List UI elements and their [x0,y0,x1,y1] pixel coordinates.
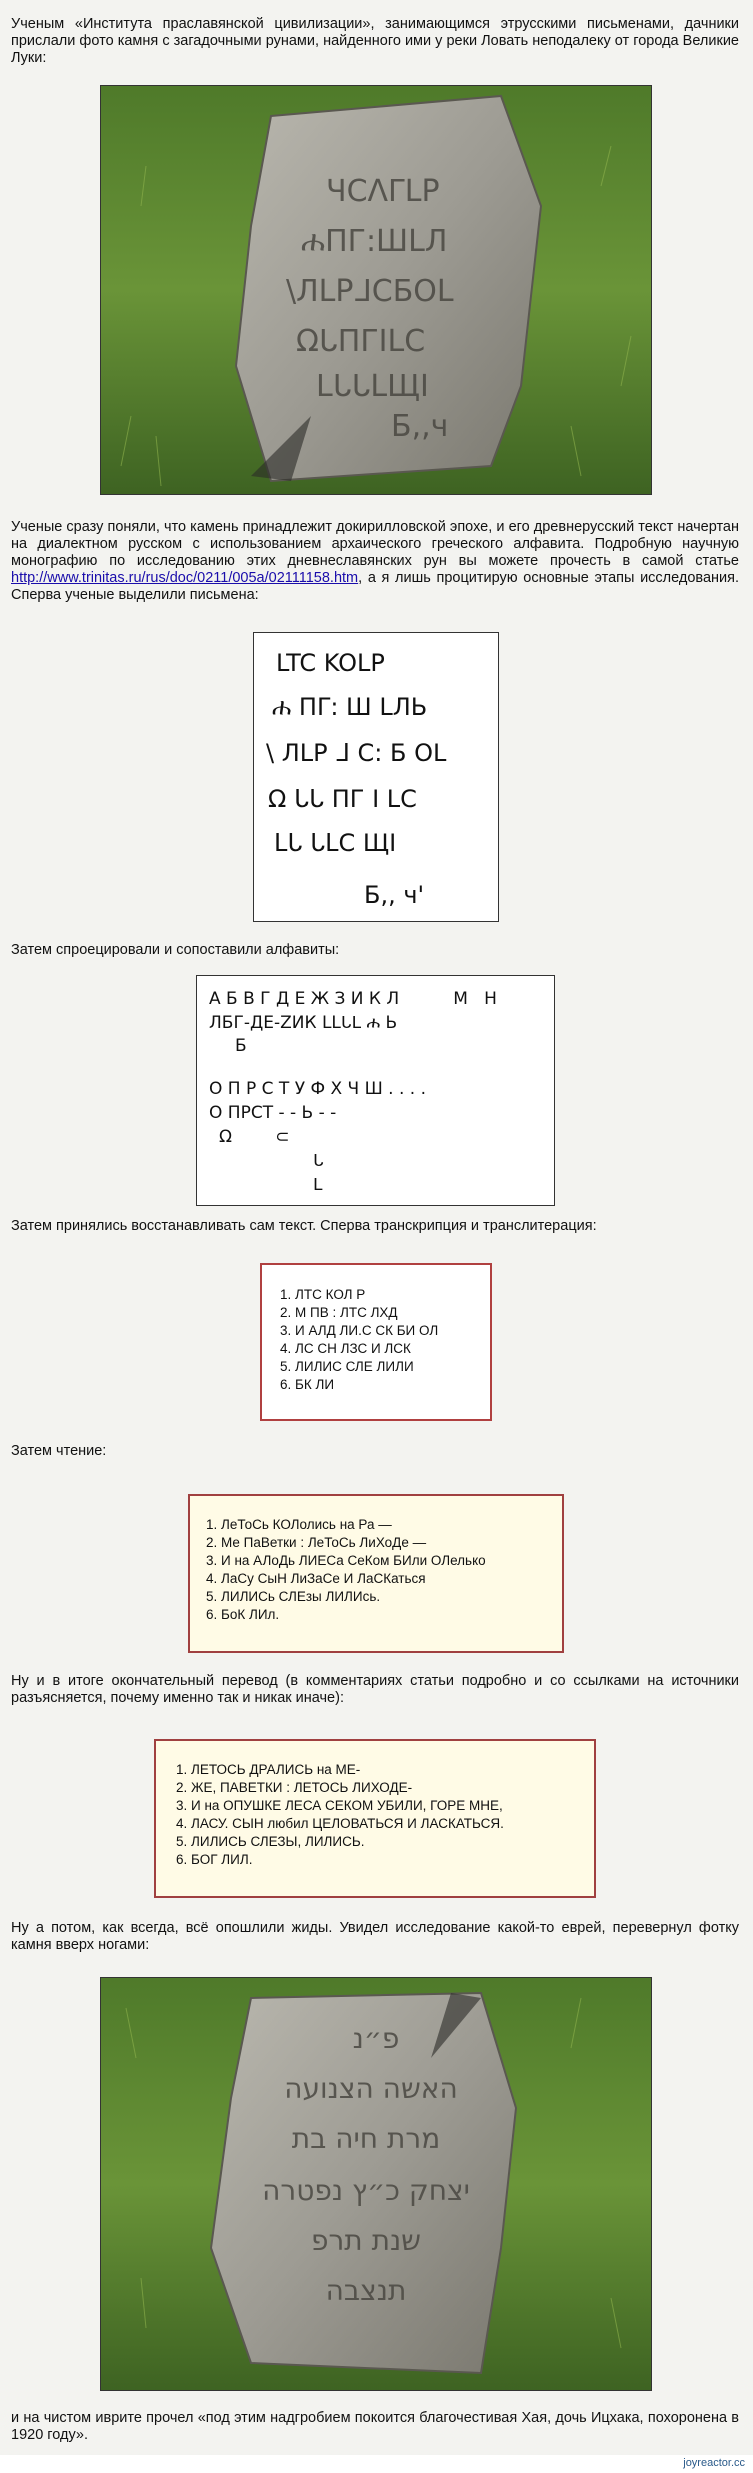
reading-list [206,1516,562,1624]
transcription-line: 3. И АЛД ЛИ.С СК БИ ОЛ [280,1323,439,1338]
site-watermark[interactable]: joyreactor.cc [683,2457,745,2469]
reading-line: 4. ЛаСу СыН ЛиЗаСе И ЛаСКаться [206,1571,426,1586]
hebrew-line: שנת תרפ [310,2224,422,2257]
translation-line: 1. ЛЕТОСЬ ДРАЛИСЬ на МЕ- [176,1762,361,1777]
hebrew-line: פ״נ [352,2022,400,2055]
sketch-row: ሐ ΠΓ: Ш LЛЬ [272,693,428,721]
stone-photo [100,85,652,495]
inscription-sketch [253,632,499,922]
translation-line: 4. ЛАСУ. СЫН любил ЦЕЛОВАТЬСЯ И ЛАСКАТЬСЯ. [176,1816,504,1831]
alphabet-row: О ПРСТ - - Ь - - [209,1103,337,1123]
translation-line: 5. ЛИЛИСЬ СЛЕЗЫ, ЛИЛИСЬ. [176,1834,365,1849]
alphabet-row: ЛБГ-ДЕ-ZИК LLᒐᒪ ሐ Ь [209,1013,398,1033]
reading-line: 2. Ме ПаВетки : ЛеТоСь ЛиХоДе — [206,1535,427,1550]
alphabet-row: Ω ⊂ [219,1127,290,1147]
hebrew-line: תנצבה [325,2274,407,2307]
paragraph-6: Ну и в итоге окончательный перевод (в комментариях статьи подробно и со ссылками на источники разъясняется, почему именно так и никак иначе): [11,1673,739,1706]
translation-line: 6. БОГ ЛИЛ. [176,1852,253,1867]
paragraph-7: Ну а потом, как всегда, всё опошлили жиды. Увидел исследование какой-то еврей, перевернул фотку камня вверх ногами: [11,1920,739,1953]
reading-line: 1. ЛеТоСь КОЛолись на Ра — [206,1517,392,1532]
translation-line: 3. И на ОПУШКЕ ЛЕСА СЕКОМ УБИЛИ, ГОРЕ МНЕ, [176,1798,503,1813]
alphabet-row: А Б В Г Д Е Ж З И К Л М Н [209,989,497,1009]
translation-list [176,1761,594,1869]
paragraph-2 [11,519,739,604]
paragraph-8: и на чистом иврите прочел «под этим надгробием покоится благочестивая Хая, дочь Ицхака, похоронена в 1920 году». [11,2410,739,2443]
stone-rune-line: ᒪᒐᒐLЩI [316,369,429,404]
alphabet-row: ᒐ [313,1151,324,1171]
sketch-row: LTC KOLP [276,649,385,677]
transcription-line: 1. ЛТС КОЛ Р [280,1287,366,1302]
stone-rune-line: ЧСΛΓLР [326,174,440,209]
alphabet-row: Б [235,1036,247,1056]
hebrew-line: יצחק כ״ץ נפטרה [262,2174,470,2207]
hebrew-line: האשה הצנועה [284,2072,458,2105]
site-footer [0,2455,753,2473]
sketch-row: ᒪᒐ ᒐᒪC ЩI [274,829,397,857]
translation-box [154,1739,596,1898]
transcription-line: 5. ЛИЛИС СЛЕ ЛИЛИ [280,1359,414,1374]
stone-rune-line: Б,,ч [391,409,449,444]
stone-rune-line: ΩᒐПГILC [296,324,426,359]
hebrew-line: מרת חיה בת [291,2122,441,2155]
stone-rune-line: \ЛLРᒧСБОL [286,274,454,309]
reading-line: 3. И на АЛоДь ЛИЕСа СеКом БИли ОЛелько [206,1553,486,1568]
transcription-box [260,1263,492,1421]
transcription-line: 4. ЛС СН ЛЗС И ЛСК [280,1341,411,1356]
alphabet-sketch [196,975,555,1206]
reading-line: 6. БоК ЛИл. [206,1607,280,1622]
reading-line: 5. ЛИЛИСь СЛЕзы ЛИЛИсь. [206,1589,381,1604]
paragraph-5: Затем чтение: [11,1443,107,1459]
transcription-list [280,1286,490,1394]
alphabet-row: О П Р С Т У Ф Х Ч Ш . . . . [209,1079,427,1099]
sketch-row: \ ЛLP ᒧ C: Б ОL [266,739,447,767]
paragraph-4: Затем принялись восстанавливать сам текст. Сперва транскрипция и транслитерация: [11,1218,597,1234]
sketch-row: Б,, ч' [364,881,425,909]
paragraph-2-text: Ученые сразу поняли, что камень принадлежит докирилловской эпохе, и его древнерусский текст начертан на диалектном русском с использованием архаического греческого алфавита. Подробную научную монографию по исследованию этих дневнеславянских рун вы можете прочесть в самой статье [11,519,739,569]
alphabet-row: ᒪ [313,1175,323,1195]
sketch-row: Ω ᒐᒐ ПГ I LC [268,785,417,813]
flipped-stone-photo [100,1977,652,2391]
transcription-line: 6. БК ЛИ [280,1377,335,1392]
article-link[interactable]: http://www.trinitas.ru/rus/doc/0211/005a/02111158.htm [11,570,359,586]
paragraph-3: Затем спроецировали и сопоставили алфавиты: [11,942,340,958]
transcription-line: 2. М ПВ : ЛТС ЛХД [280,1305,398,1320]
paragraph-2-text-end: , а я лишь процитирую основные этапы исследования. Сперва ученые выделили письмена: [11,570,739,603]
intro-paragraph: Ученым «Института праславянской цивилизации», занимающимся этрусскими письменами, дачники прислали фото камня с загадочными рунами, найденного ими у реки Ловать неподалеку от города Великие Луки: [11,16,739,66]
stone-rune-line: ሐПГ:ШLЛ [301,224,448,259]
reading-box [188,1494,564,1653]
translation-line: 2. ЖЕ, ПАВЕТКИ : ЛЕТОСЬ ЛИХОДЕ- [176,1780,413,1795]
